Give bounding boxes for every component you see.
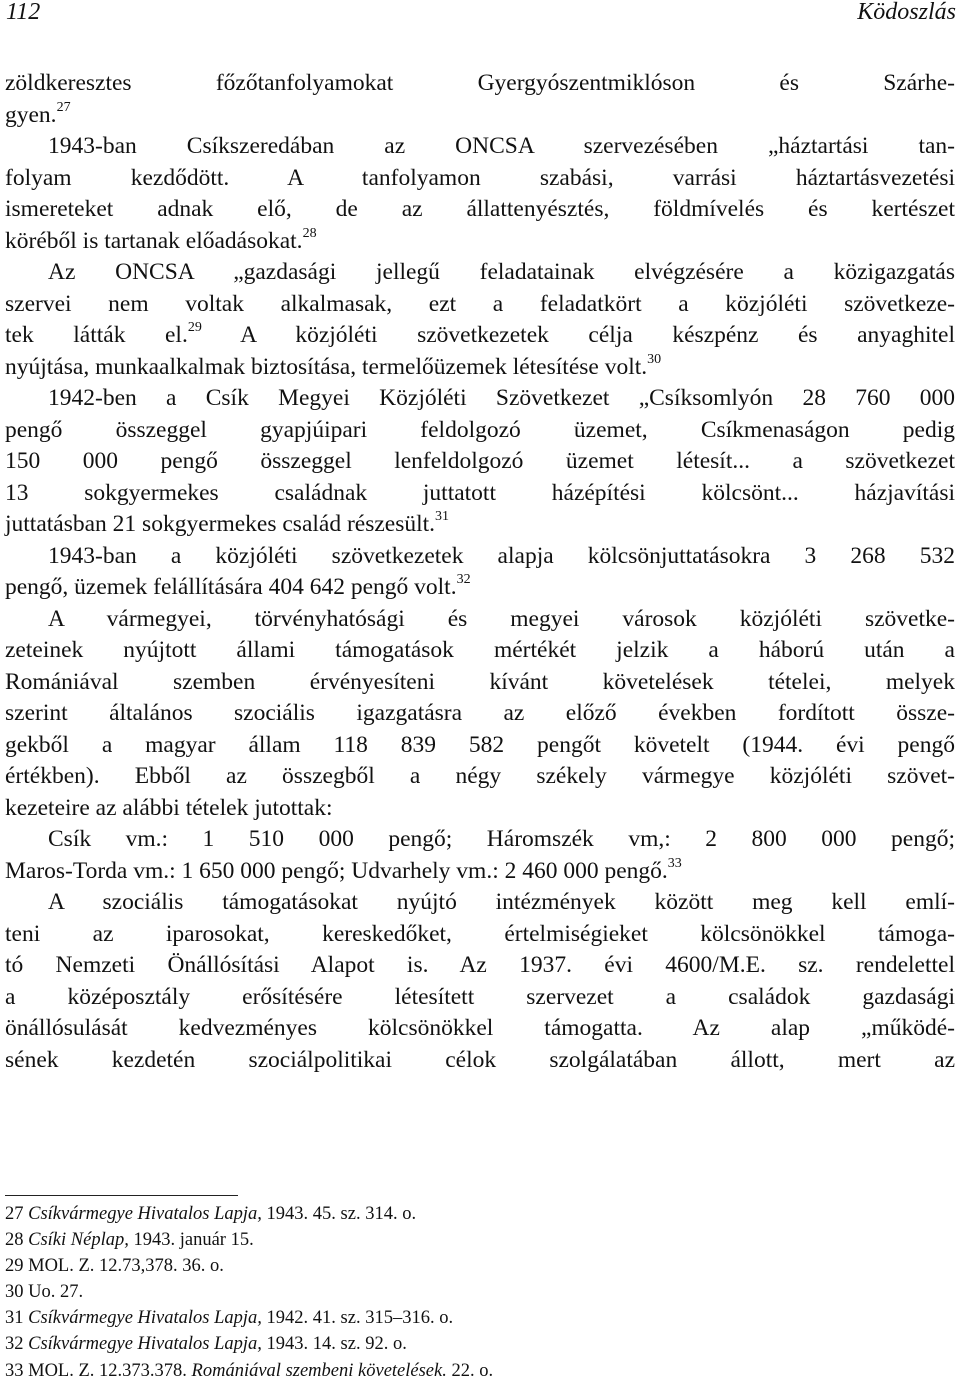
text-line: folyam kezdődött. A tanfolyamon szabási, varrási háztartásvezetési xyxy=(5,164,955,191)
body-text xyxy=(5,68,955,1076)
text-line: A szociális támogatásokat nyújtó intézmények között meg kell emlí- xyxy=(48,889,955,915)
footnote-ref: 30 xyxy=(647,351,662,367)
footnote-divider xyxy=(5,1195,238,1196)
text-line: nyújtása, munkaalkalmak biztosítása, termelőüzemek létesítése volt.$^{30}$ xyxy=(5,351,662,380)
footnote-ref: 28 xyxy=(302,225,317,241)
text-line: kezeteire az alábbi tételek jutottak: xyxy=(5,794,333,821)
text-line: szervei nem voltak alkalmasak, ezt a feladatkört a közjóléti szövetkeze- xyxy=(5,290,955,317)
footnote: 33 MOL. Z. 12.373.378. Romániával szembeni követelések. 22. o. xyxy=(5,1360,494,1381)
text-line: teni az iparosokat, kereskedőket, értelmiségieket kölcsönökkel támoga- xyxy=(5,920,955,947)
page-number: 112 xyxy=(6,0,41,25)
footnote: 31 Csíkvármegye Hivatalos Lapja, 1942. 41. sz. 315–316. o. xyxy=(5,1308,454,1329)
text-line: gekből a magyar állam 118 839 582 pengőt követelt (1944. évi pengő xyxy=(5,731,955,758)
footnote: 28 Csíki Néplap, 1943. január 15. xyxy=(5,1230,254,1251)
text-line: juttatásban 21 sokgyermekes család részesült.$^{31}$ xyxy=(5,509,450,537)
footnote: 29 MOL. Z. 12.73,378. 36. o. xyxy=(5,1256,224,1277)
text-line: pengő összeggel gyapjúipari feldolgozó üzemet, Csíkmenaságon pedig xyxy=(5,416,955,443)
text-line: Romániával szemben érvényesíteni kívánt követelések tételei, melyek xyxy=(5,668,955,695)
text-line: 13 sokgyermekes családnak juttatott házépítési kölcsönt... házjavítási xyxy=(5,479,955,506)
text-line: Az ONCSA „gazdasági jellegű feladatainak elvégzésére a közigazgatás xyxy=(48,259,955,285)
text-line: zeteinek nyújtott állami támogatások mértékét jelzik a háború után a xyxy=(5,637,955,663)
text-line: Csík vm.: 1 510 000 pengő; Háromszék vm,: 2 800 000 pengő; xyxy=(48,826,955,852)
footnotes xyxy=(5,1201,955,1384)
text-line: Maros-Torda vm.: 1 650 000 pengő; Udvarhely vm.: 2 460 000 pengő.$^{33}$ xyxy=(5,855,682,884)
text-line: sének kezdetén szociálpolitikai célok szolgálatában állott, mert az xyxy=(5,1046,955,1073)
footnote-ref: 33 xyxy=(667,855,682,871)
footnote-ref: 27 xyxy=(56,99,71,115)
text-line: tó Nemzeti Önállósítási Alapot is. Az 1937. évi 4600/M.E. sz. rendelettel xyxy=(5,952,955,978)
text-line: 1943-ban a közjóléti szövetkezetek alapja kölcsönjuttatásokra 3 268 532 xyxy=(48,542,955,569)
text-line: pengő, üzemek felállítására 404 642 pengő volt.$^{32}$ xyxy=(5,572,471,600)
page-header xyxy=(0,0,960,30)
text-line: gyen.$^{27}$ xyxy=(5,99,71,128)
text-line: köréből is tartanak előadásokat.$^{28}$ xyxy=(5,225,317,254)
text-line: szerint általános szociális igazgatásra az előző években fordított össze- xyxy=(5,700,955,726)
text-line: 150 000 pengő összeggel lenfeldolgozó üzemet létesít... a szövetkezet xyxy=(5,448,955,474)
text-line: értékben). Ebből az összegből a négy székely vármegye közjóléti szövet- xyxy=(5,763,955,789)
footnote: 30 Uo. 27. xyxy=(5,1282,84,1303)
footnote-ref: 31 xyxy=(435,509,450,524)
text-line: ismereteket adnak elő, de az állattenyésztés, földmívelés és kertészet xyxy=(5,196,955,222)
footnote-ref: 32 xyxy=(456,572,471,587)
text-line: a középosztály erősítésére létesített szervezet a családok gazdasági xyxy=(5,983,955,1010)
footnote-ref: 29 xyxy=(187,320,202,335)
text-line: tek látták el.$^{29}$ A közjóléti szövetkezetek célja készpénz és anyaghitel xyxy=(5,320,955,348)
running-title: Ködoszlás xyxy=(857,0,956,25)
footnote: 32 Csíkvármegye Hivatalos Lapja, 1943. 14. sz. 92. o. xyxy=(5,1334,407,1355)
text-line: önállósulását kedvezményes kölcsönökkel támogatta. Az alap „működé- xyxy=(5,1015,955,1041)
text-line: A vármegyei, törvényhatósági és megyei városok közjóléti szövetke- xyxy=(48,605,955,632)
text-line: 1942-ben a Csík Megyei Közjóléti Szövetkezet „Csíksomlyón 28 760 000 xyxy=(48,385,955,411)
text-line: zöldkeresztes főzőtanfolyamokat Gyergyószentmiklóson és Szárhe- xyxy=(5,70,955,96)
text-line: 1943-ban Csíkszeredában az ONCSA szervezésében „háztartási tan- xyxy=(48,133,955,159)
footnote: 27 Csíkvármegye Hivatalos Lapja, 1943. 45. sz. 314. o. xyxy=(5,1204,417,1224)
